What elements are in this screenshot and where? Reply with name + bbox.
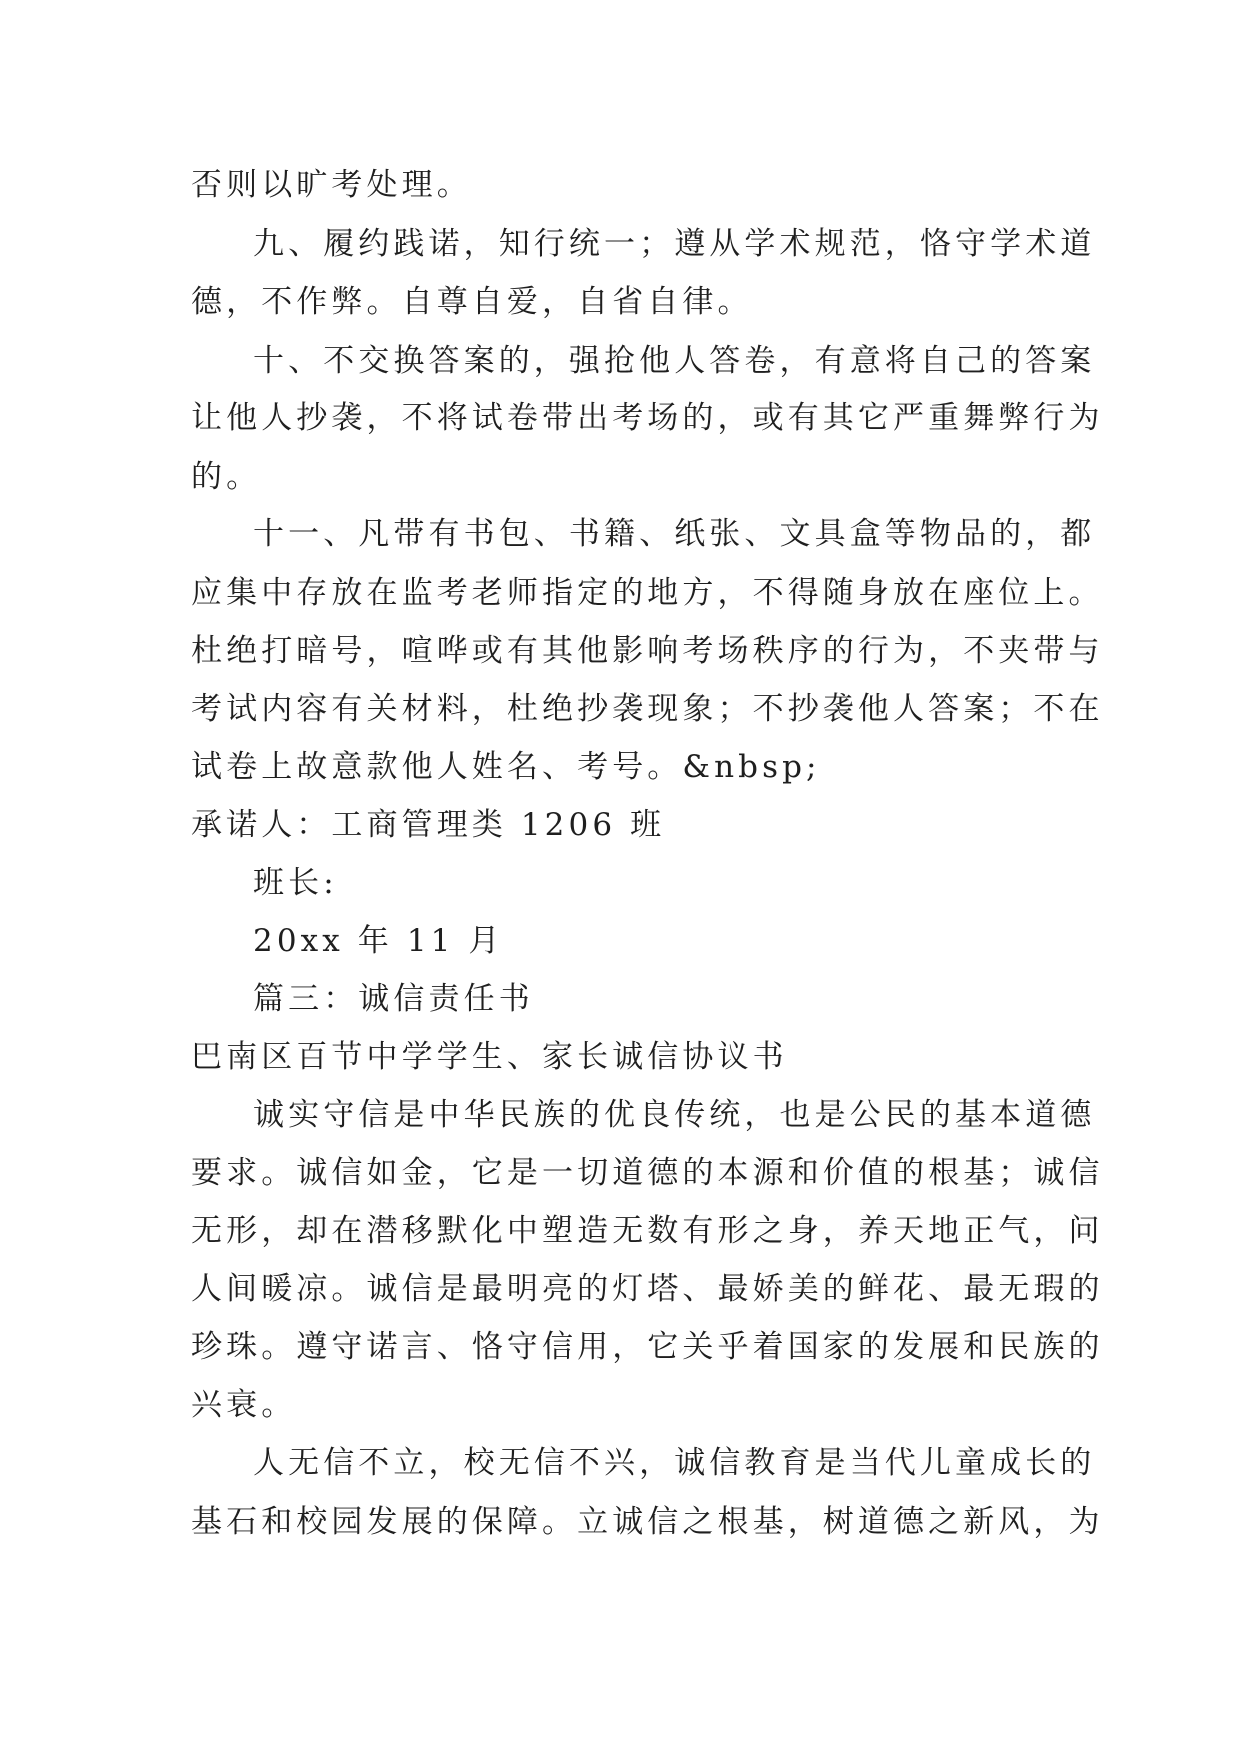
text-line: 杜绝打暗号，喧哗或有其他影响考场秩序的行为，不夹带与 xyxy=(191,633,1104,669)
text-line: 九、履约践诺，知行统一；遵从学术规范，恪守学术道 xyxy=(253,226,1096,262)
agreement-title: 巴南区百节中学学生、家长诚信协议书 xyxy=(191,1039,788,1075)
text-line: 人间暖凉。诚信是最明亮的灯塔、最娇美的鲜花、最无瑕的 xyxy=(191,1271,1104,1307)
section-heading: 篇三：诚信责任书 xyxy=(253,981,534,1017)
text-line: 珍珠。遵守诺言、恪守信用，它关乎着国家的发展和民族的 xyxy=(191,1329,1104,1365)
monitor-line: 班长: xyxy=(253,865,338,901)
text-line: 兴衰。 xyxy=(191,1387,297,1423)
text-line: 的。 xyxy=(191,459,262,495)
text-line: 基石和校园发展的保障。立诚信之根基，树道德之新风，为 xyxy=(191,1504,1104,1540)
text-line: 人无信不立，校无信不兴，诚信教育是当代儿童成长的 xyxy=(253,1445,1096,1481)
text-line: 试卷上故意款他人姓名、考号。&nbsp; xyxy=(191,749,821,785)
text-line: 否则以旷考处理。 xyxy=(191,167,472,203)
text-line: 十、不交换答案的，强抢他人答卷，有意将自己的答案 xyxy=(253,343,1096,379)
text-line: 要求。诚信如金，它是一切道德的本源和价值的根基；诚信 xyxy=(191,1155,1104,1191)
text-line: 让他人抄袭，不将试卷带出考场的，或有其它严重舞弊行为 xyxy=(191,400,1104,436)
signatory-line: 承诺人：工商管理类 1206 班 xyxy=(191,807,666,843)
text-line: 考试内容有关材料，杜绝抄袭现象；不抄袭他人答案；不在 xyxy=(191,691,1104,727)
date-line: 20xx 年 11 月 xyxy=(253,923,504,959)
text-line: 十一、凡带有书包、书籍、纸张、文具盒等物品的，都 xyxy=(253,516,1096,552)
text-line: 无形，却在潜移默化中塑造无数有形之身，养天地正气，问 xyxy=(191,1213,1104,1249)
text-line: 诚实守信是中华民族的优良传统，也是公民的基本道德 xyxy=(253,1097,1096,1133)
text-line: 德，不作弊。自尊自爱，自省自律。 xyxy=(191,284,753,320)
text-line: 应集中存放在监考老师指定的地方，不得随身放在座位上。 xyxy=(191,575,1104,611)
